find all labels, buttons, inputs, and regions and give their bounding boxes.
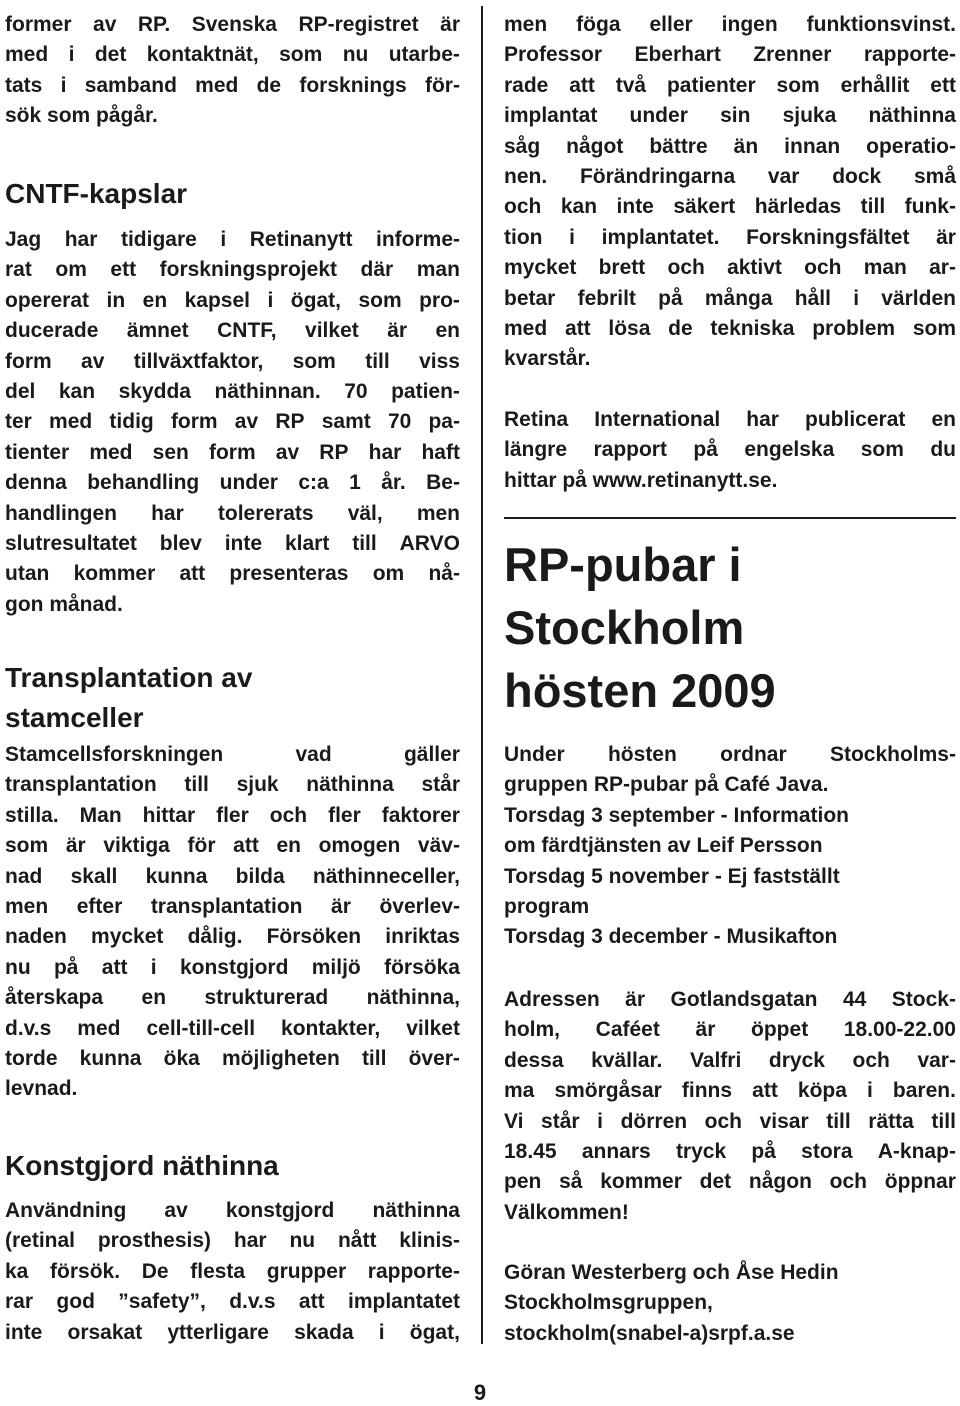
- continuation-paragraph-line: men föga eller ingen funktionsvinst.: [504, 13, 956, 36]
- continuation-paragraph-line: implantat under sin sjuka näthinna: [504, 104, 956, 128]
- retina-international-line: hittar på www.retinanytt.se.: [504, 468, 778, 492]
- continuation-paragraph-line: nen. Förändringarna var dock små: [504, 165, 956, 188]
- transplantation-paragraph-line: som är viktiga för att en omogen väv-: [5, 834, 460, 858]
- intro-paragraph-line: sök som pågår.: [5, 104, 158, 128]
- continuation-paragraph-line: med att lösa de tekniska problem som: [504, 317, 956, 340]
- intro-paragraph-line: med i det kontaktnät, som nu utarbe-: [5, 43, 460, 67]
- event-title: hösten 2009: [504, 664, 776, 717]
- retina-international-line: längre rapport på engelska som du: [504, 438, 956, 462]
- transplantation-paragraph-line: nad skall kunna bilda näthinneceller,: [5, 864, 460, 888]
- artificial-retina-paragraph-line: rar god ”safety”, d.v.s att implantatet: [5, 1290, 460, 1314]
- intro-paragraph-line: tats i samband med de forsknings för-: [5, 73, 460, 97]
- cntf-paragraph-line: form av tillväxtfaktor, som till viss: [5, 349, 460, 373]
- cntf-paragraph-line: rat om ett forskningsprojekt där man: [5, 258, 460, 282]
- transplantation-paragraph-line: transplantation till sjuk näthinna står: [5, 773, 460, 797]
- event-schedule-line: Torsdag 3 september - Information: [504, 803, 849, 827]
- intro-paragraph-line: former av RP. Svenska RP-registret är: [5, 13, 460, 36]
- transplantation-paragraph-line: d.v.s med cell-till-cell kontakter, vilket: [5, 1016, 460, 1040]
- continuation-paragraph-line: Professor Eberhart Zrenner rapporte-: [504, 43, 956, 67]
- cntf-paragraph-line: slutresultatet blev inte klart till ARVO: [5, 532, 460, 555]
- artificial-retina-heading: Konstgjord näthinna: [5, 1150, 279, 1181]
- event-schedule-line: gruppen RP-pubar på Café Java.: [504, 773, 829, 797]
- event-address-line: dessa kvällar. Valfri dryck och var-: [504, 1048, 956, 1072]
- artificial-retina-paragraph-line: (retinal prosthesis) har nu nått klinis-: [5, 1229, 460, 1253]
- event-address-line: pen så kommer det någon och öppnar: [504, 1170, 956, 1194]
- continuation-paragraph-line: och kan inte säkert härledas till funk-: [504, 195, 956, 219]
- continuation-paragraph-line: kvarstår.: [504, 347, 591, 371]
- event-address-line: Adressen är Gotlandsgatan 44 Stock-: [504, 988, 956, 1011]
- event-schedule-line: Torsdag 5 november - Ej fastställt: [504, 864, 840, 888]
- continuation-paragraph-line: såg något bättre än innan operatio-: [504, 134, 956, 158]
- event-schedule-line: Torsdag 3 december - Musikafton: [504, 925, 838, 949]
- event-address-line: Välkommen!: [504, 1200, 629, 1224]
- continuation-paragraph-line: rade att två patienter som erhållit ett: [504, 73, 956, 97]
- section-divider-rule: [504, 517, 956, 519]
- transplantation-paragraph-line: naden mycket dålig. Försöken inriktas: [5, 925, 460, 949]
- transplantation-heading: stamceller: [5, 702, 144, 733]
- signature-line: stockholm(snabel-a)srpf.a.se: [504, 1321, 795, 1345]
- continuation-paragraph-line: betar febrilt på många håll i världen: [504, 286, 956, 310]
- cntf-paragraph-line: opererat in en kapsel i ögat, som pro-: [5, 288, 460, 312]
- event-schedule-line: om färdtjänsten av Leif Persson: [504, 834, 823, 858]
- cntf-paragraph-line: utan kommer att presenteras om nå-: [5, 562, 460, 586]
- transplantation-paragraph-line: levnad.: [5, 1077, 78, 1101]
- column-divider: [481, 6, 483, 1344]
- event-address-line: 18.45 annars tryck på stora A-knap-: [504, 1140, 956, 1163]
- event-schedule-line: Under hösten ordnar Stockholms-: [504, 743, 956, 766]
- cntf-paragraph-line: ter med tidig form av RP samt 70 pa-: [5, 410, 460, 434]
- transplantation-paragraph-line: men efter transplantation är överlev-: [5, 895, 460, 918]
- event-address-line: holm, Caféet är öppet 18.00-22.00: [504, 1018, 956, 1042]
- cntf-heading: CNTF-kapslar: [5, 178, 188, 209]
- artificial-retina-paragraph-line: inte orsakat ytterligare skada i ögat,: [5, 1320, 460, 1344]
- cntf-paragraph-line: tienter med sen form av RP har haft: [5, 440, 460, 464]
- transplantation-paragraph-line: stilla. Man hittar fler och fler faktorer: [5, 803, 460, 827]
- cntf-paragraph-line: gon månad.: [5, 592, 123, 616]
- event-address-line: Vi står i dörren och visar till rätta till: [504, 1109, 956, 1133]
- transplantation-paragraph-line: nu på att i konstgjord miljö försöka: [5, 955, 460, 979]
- retina-international-line: Retina International har publicerat en: [504, 408, 956, 431]
- event-schedule-line: program: [504, 895, 590, 918]
- artificial-retina-paragraph-line: ka försök. De flesta grupper rapporte-: [5, 1259, 460, 1283]
- cntf-paragraph-line: denna behandling under c:a 1 år. Be-: [5, 471, 460, 495]
- transplantation-paragraph-line: återskapa en strukturerad näthinna,: [5, 986, 460, 1010]
- event-address-line: ma smörgåsar finns att köpa i baren.: [504, 1079, 956, 1103]
- cntf-paragraph-line: del kan skydda näthinnan. 70 patien-: [5, 380, 460, 403]
- cntf-paragraph-line: handlingen har tolererats väl, men: [5, 501, 460, 525]
- continuation-paragraph-line: mycket brett och aktivt och man ar-: [504, 256, 956, 280]
- continuation-paragraph-line: tion i implantatet. Forskningsfältet är: [504, 225, 956, 249]
- event-title: RP-pubar i: [504, 538, 742, 591]
- signature-line: Göran Westerberg och Åse Hedin: [504, 1261, 839, 1284]
- transplantation-paragraph-line: Stamcellsforskningen vad gäller: [5, 743, 460, 766]
- signature-line: Stockholmsgruppen,: [504, 1291, 713, 1315]
- cntf-paragraph-line: Jag har tidigare i Retinanytt informe-: [5, 228, 460, 251]
- cntf-paragraph-line: ducerade ämnet CNTF, vilket är en: [5, 319, 460, 343]
- transplantation-paragraph-line: torde kunna öka möjligheten till över-: [5, 1047, 460, 1070]
- artificial-retina-paragraph-line: Användning av konstgjord näthinna: [5, 1199, 460, 1222]
- transplantation-heading: Transplantation av: [5, 662, 253, 693]
- event-title: Stockholm: [504, 601, 745, 654]
- page-number: 9: [473, 1380, 487, 1405]
